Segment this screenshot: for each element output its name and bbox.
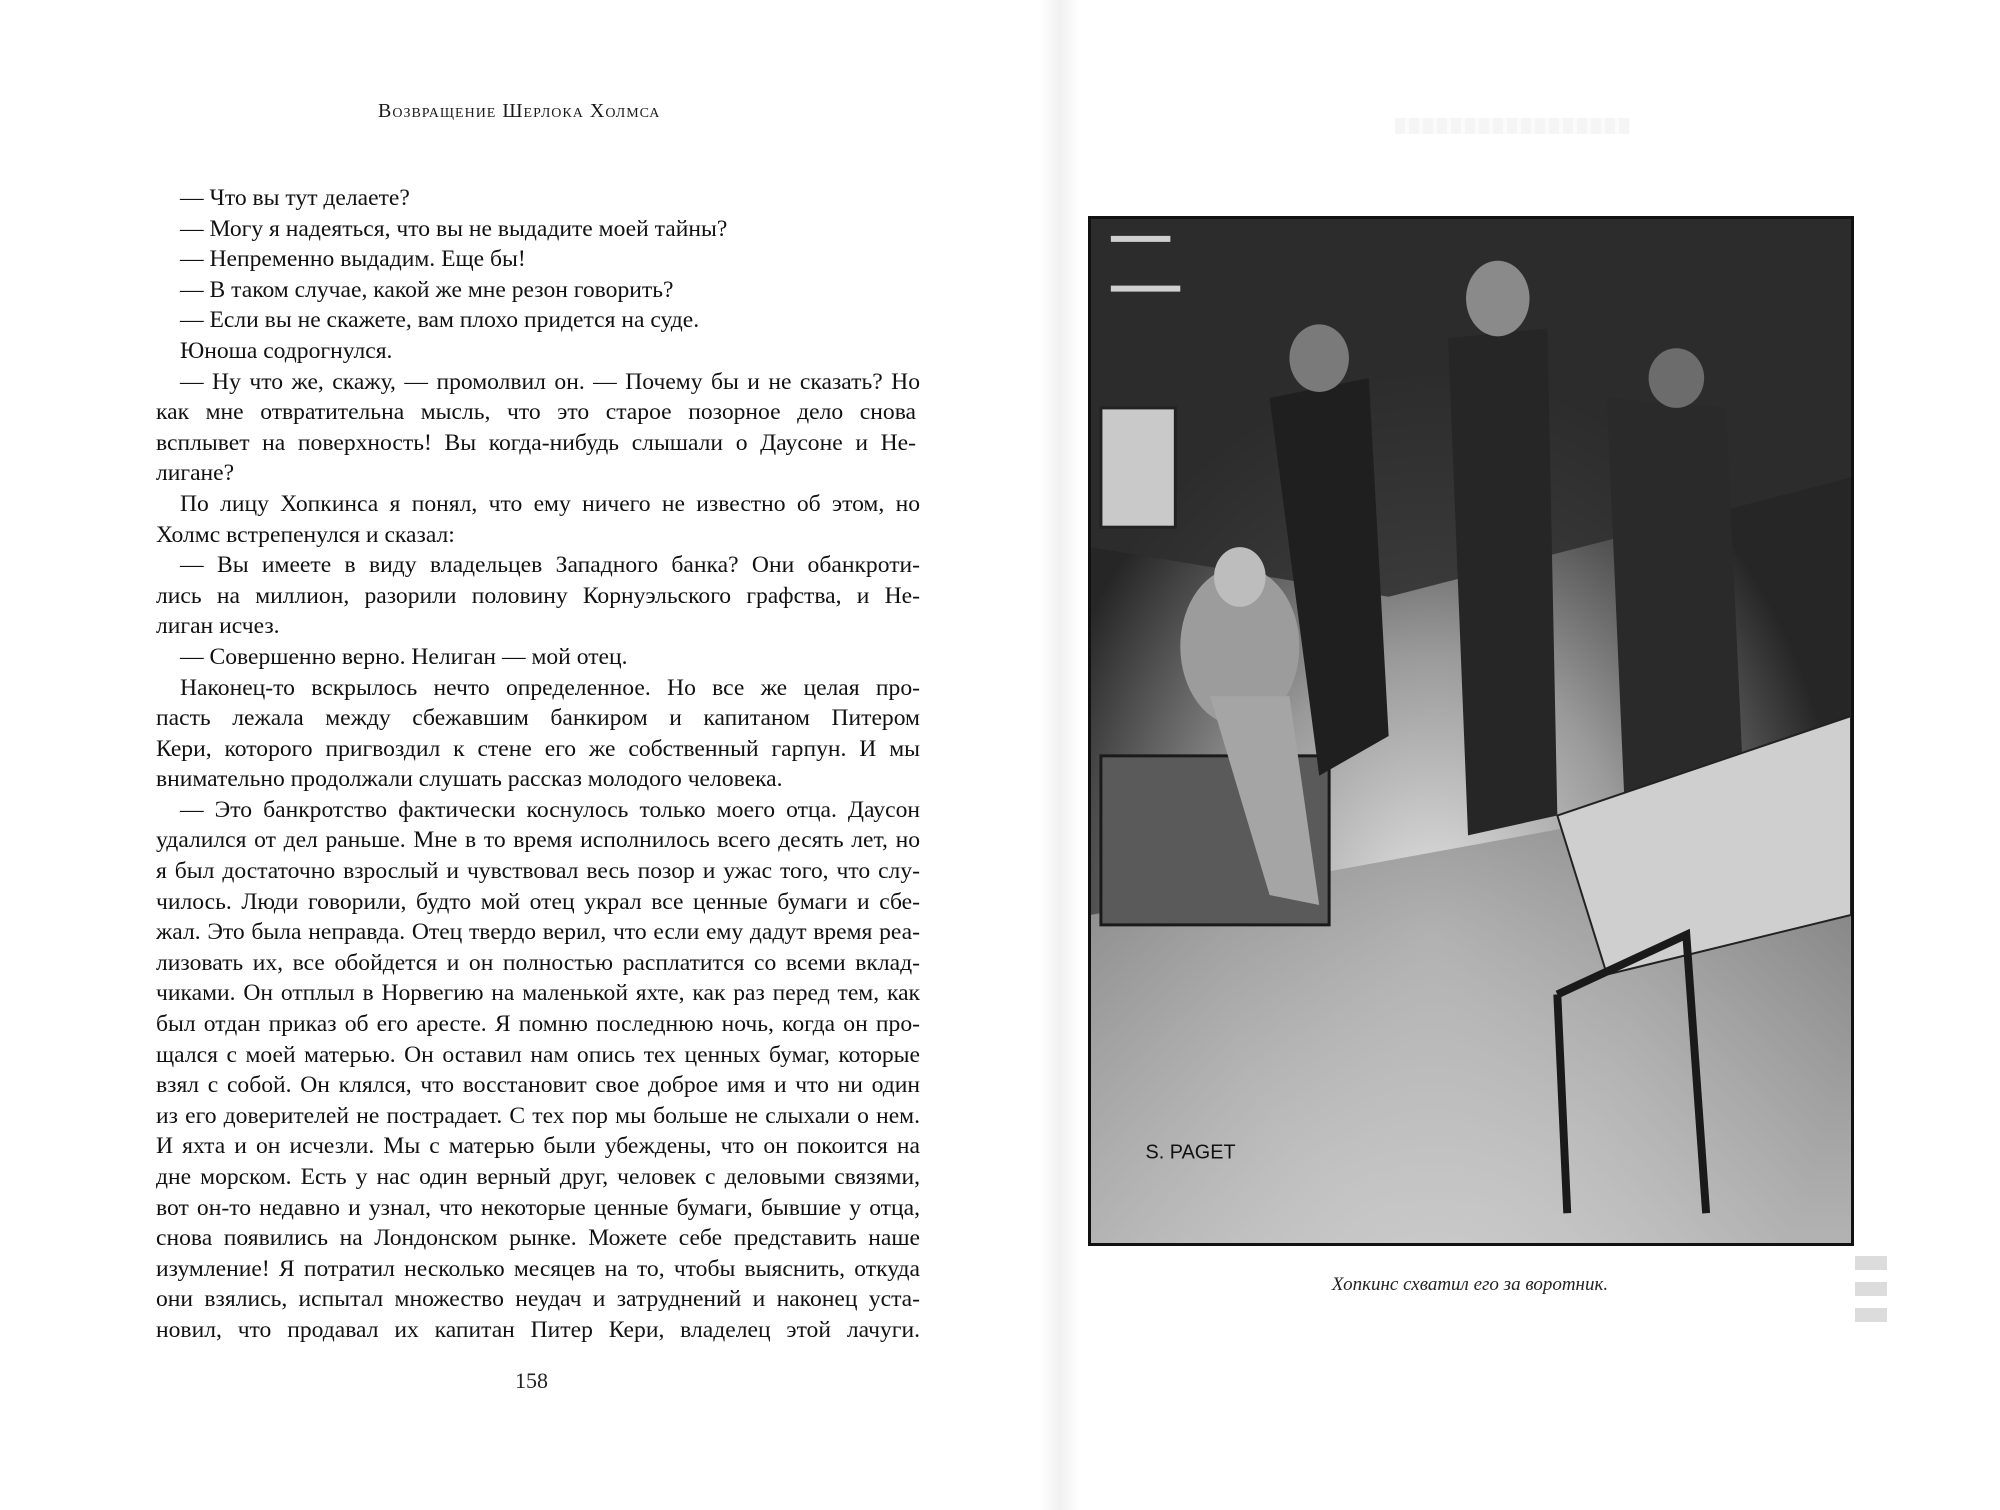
watson-head — [1649, 348, 1705, 408]
text-line: лись на миллион, разорили половину Корнуэльского графства, и Не- — [156, 582, 920, 609]
hopkins-head — [1289, 324, 1349, 392]
text-line: был отдан приказ об его аресте. Я помню последнюю ночь, когда он про- — [156, 1011, 920, 1038]
text-line: — Непременно выдадим. Еще бы! — [180, 246, 526, 273]
text-line: лигане? — [156, 460, 235, 487]
text-line: — Могу я надеяться, что вы не выдадите моей тайны? — [180, 215, 728, 242]
bleed-through-mark — [1855, 1256, 1887, 1270]
text-line: новил, что продавал их капитан Питер Кери, владелец этой лачуги. — [156, 1316, 920, 1343]
text-line: — В таком случае, какой же мне резон говорить? — [180, 276, 674, 303]
text-line: лизовать их, все обойдется и он полностью расплатится со всеми вклад- — [156, 949, 920, 976]
text-line: — Это банкротство фактически коснулось только моего отца. Даусон — [180, 796, 920, 823]
text-line: всплывет на поверхность! Вы когда-нибудь слышали о Даусоне и Не- — [156, 429, 916, 456]
book-gutter — [1040, 0, 1080, 1510]
page-number: 158 — [515, 1368, 548, 1393]
artist-signature: S. PAGET — [1145, 1141, 1236, 1164]
text-line: дне морском. Есть у нас один верный друг, человек с деловыми связями, — [156, 1164, 920, 1190]
text-line: — Ну что же, скажу, — промолвил он. — Почему бы и не сказать? Но — [180, 368, 920, 395]
text-line: щался с моей матерью. Он оставил нам опись тех ценных бумаг, которые — [156, 1041, 920, 1068]
bleed-through-mark — [1855, 1308, 1887, 1322]
text-line: удалился от дел раньше. Мне в то время исполнилось всего десять лет, но — [156, 827, 920, 854]
young-man-head — [1214, 547, 1266, 607]
text-line: — Если вы не скажете, вам плохо придется на суде. — [180, 307, 700, 334]
bleed-through-header — [1395, 118, 1630, 134]
body-text — [156, 183, 920, 1346]
text-line: жал. Это была неправда. Отец твердо верил, что если ему дадут время реа- — [156, 919, 920, 946]
running-head: Возвращение Шерлока Холмса — [378, 100, 661, 122]
text-line: пасть лежала между сбежавшим банкиром и капитаном Питером — [156, 705, 920, 732]
text-line: — Что вы тут делаете? — [180, 185, 410, 211]
text-line: По лицу Хопкинса я понял, что ему ничего не известно об этом, но — [180, 490, 920, 517]
text-line: Кери, которого пригвоздил к стене его же собственный гарпун. И мы — [156, 735, 920, 762]
text-line: Холмс встрепенулся и сказал: — [156, 521, 455, 548]
illustration — [1088, 216, 1854, 1246]
illustration-drawing — [1091, 219, 1851, 1243]
text-line: они взялись, испытал множество неудач и затруднений и наконец уста- — [156, 1286, 920, 1313]
text-line: чилось. Люди говорили, будто мой отец украл все ценные бумаги и сбе- — [156, 888, 920, 915]
text-line: взял с собой. Он клялся, что восстановит свое доброе имя и что ни один — [156, 1072, 920, 1099]
text-line: внимательно продолжали слушать рассказ молодого человека. — [156, 766, 783, 793]
text-line: Юноша содрогнулся. — [180, 337, 393, 364]
text-line: снова появились на Лондонском рынке. Можете себе представить наше — [156, 1225, 920, 1252]
text-line: вот он-то недавно и узнал, что некоторые ценные бумаги, бывшие у отца, — [156, 1194, 920, 1221]
text-line: — Совершенно верно. Нелиган — мой отец. — [180, 643, 628, 670]
text-line: изумление! Я потратил несколько месяцев на то, чтобы выяснить, откуда — [156, 1255, 920, 1282]
bleed-through-mark — [1855, 1282, 1887, 1296]
illustration-caption: Хопкинс схватил его за воротник. — [1331, 1274, 1609, 1295]
text-line: лиган исчез. — [156, 613, 280, 640]
text-line: из его доверителей не пострадает. С тех пор мы больше не слыхали о нем. — [156, 1102, 920, 1129]
wall-picture — [1101, 408, 1175, 527]
text-line: Наконец-то вскрылось нечто определенное. Но все же целая про- — [180, 674, 920, 701]
text-line: И яхта и он исчезли. Мы с матерью были убеждены, что он покоится на — [156, 1133, 920, 1160]
text-line: я был достаточно взрослый и чувствовал весь позор и ужас того, что слу- — [156, 858, 920, 885]
text-line: чиками. Он отплыл в Норвегию на маленькой яхте, как раз перед тем, как — [156, 980, 920, 1007]
holmes-head — [1466, 261, 1529, 337]
text-line: как мне отвратительна мысль, что это старое позорное дело снова — [156, 399, 916, 426]
text-line: — Вы имеете в виду владельцев Западного банка? Они обанкроти- — [180, 552, 920, 579]
